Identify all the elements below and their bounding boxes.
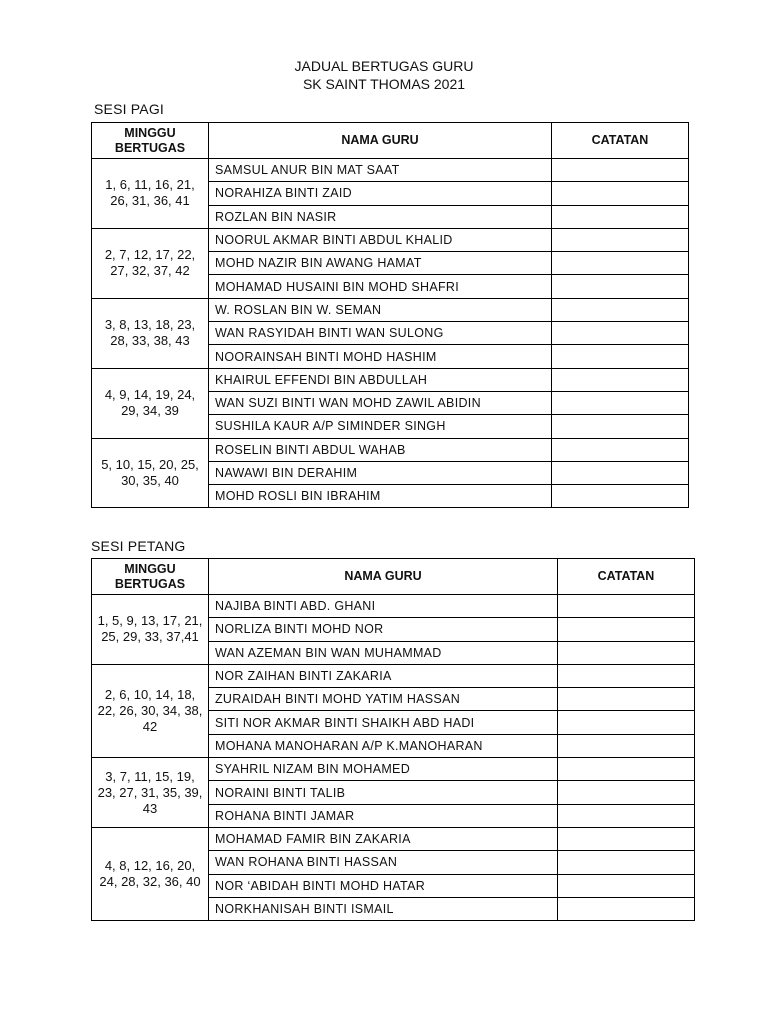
table-row	[92, 438, 689, 461]
note-cell	[558, 688, 695, 711]
note-cell	[552, 182, 689, 205]
table-row	[92, 159, 689, 182]
note-cell	[558, 641, 695, 664]
note-cell	[552, 368, 689, 391]
note-cell	[552, 322, 689, 345]
note-cell	[552, 461, 689, 484]
teacher-name-cell: NOORUL AKMAR BINTI ABDUL KHALID	[209, 228, 552, 251]
title-line-2: SK SAINT THOMAS 2021	[302, 76, 466, 92]
duty-table-petang	[91, 558, 695, 921]
teacher-name-cell: SYAHRIL NIZAM BIN MOHAMED	[209, 758, 558, 781]
table-row	[92, 758, 695, 781]
header-weeks: MINGGU BERTUGAS	[92, 559, 209, 595]
note-cell	[558, 804, 695, 827]
duty-weeks-cell: 1, 6, 11, 16, 21, 26, 31, 36, 41	[92, 159, 209, 229]
duty-weeks-cell: 4, 9, 14, 19, 24, 29, 34, 39	[92, 368, 209, 438]
note-cell	[558, 618, 695, 641]
header-name: NAMA GURU	[209, 559, 558, 595]
teacher-name-cell: MOHAMAD HUSAINI BIN MOHD SHAFRI	[209, 275, 552, 298]
note-cell	[558, 781, 695, 804]
note-cell	[558, 734, 695, 757]
header-note: CATATAN	[552, 123, 689, 159]
note-cell	[552, 275, 689, 298]
teacher-name-cell: NORAHIZA BINTI ZAID	[209, 182, 552, 205]
teacher-name-cell: SAMSUL ANUR BIN MAT SAAT	[209, 159, 552, 182]
teacher-name-cell: SITI NOR AKMAR BINTI SHAIKH ABD HADI	[209, 711, 558, 734]
duty-weeks-cell: 2, 6, 10, 14, 18, 22, 26, 30, 34, 38, 42	[92, 664, 209, 757]
teacher-name-cell: ROSELIN BINTI ABDUL WAHAB	[209, 438, 552, 461]
header-weeks: MINGGU BERTUGAS	[92, 123, 209, 159]
duty-weeks-cell: 2, 7, 12, 17, 22, 27, 32, 37, 42	[92, 228, 209, 298]
teacher-name-cell: NORLIZA BINTI MOHD NOR	[209, 618, 558, 641]
note-cell	[552, 228, 689, 251]
table-row	[92, 595, 695, 618]
header-note: CATATAN	[558, 559, 695, 595]
teacher-name-cell: KHAIRUL EFFENDI BIN ABDULLAH	[209, 368, 552, 391]
teacher-name-cell: MOHD ROSLI BIN IBRAHIM	[209, 485, 552, 508]
duty-table-pagi	[91, 122, 689, 508]
teacher-name-cell: WAN SUZI BINTI WAN MOHD ZAWIL ABIDIN	[209, 391, 552, 414]
title-line-1: JADUAL BERTUGAS GURU	[294, 58, 474, 74]
note-cell	[558, 664, 695, 687]
note-cell	[558, 711, 695, 734]
duty-weeks-cell: 3, 7, 11, 15, 19, 23, 27, 31, 35, 39, 43	[92, 758, 209, 828]
teacher-name-cell: NAWAWI BIN DERAHIM	[209, 461, 552, 484]
note-cell	[552, 252, 689, 275]
teacher-name-cell: NAJIBA BINTI ABD. GHANI	[209, 595, 558, 618]
table-row	[92, 827, 695, 850]
teacher-name-cell: MOHANA MANOHARAN A/P K.MANOHARAN	[209, 734, 558, 757]
teacher-name-cell: NOR ZAIHAN BINTI ZAKARIA	[209, 664, 558, 687]
note-cell	[552, 345, 689, 368]
teacher-name-cell: NOORAINSAH BINTI MOHD HASHIM	[209, 345, 552, 368]
note-cell	[552, 205, 689, 228]
teacher-name-cell: NOR ‘ABIDAH BINTI MOHD HATAR	[209, 874, 558, 897]
teacher-name-cell: NORKHANISAH BINTI ISMAIL	[209, 897, 558, 920]
table-row	[92, 228, 689, 251]
note-cell	[558, 897, 695, 920]
duty-weeks-cell: 4, 8, 12, 16, 20, 24, 28, 32, 36, 40	[92, 827, 209, 920]
note-cell	[558, 874, 695, 897]
duty-weeks-cell: 1, 5, 9, 13, 17, 21, 25, 29, 33, 37,41	[92, 595, 209, 665]
duty-weeks-cell: 5, 10, 15, 20, 25, 30, 35, 40	[92, 438, 209, 508]
note-cell	[552, 415, 689, 438]
note-cell	[552, 298, 689, 321]
table-row	[92, 298, 689, 321]
note-cell	[552, 391, 689, 414]
teacher-name-cell: WAN AZEMAN BIN WAN MUHAMMAD	[209, 641, 558, 664]
teacher-name-cell: ZURAIDAH BINTI MOHD YATIM HASSAN	[209, 688, 558, 711]
teacher-name-cell: WAN ROHANA BINTI HASSAN	[209, 851, 558, 874]
note-cell	[552, 485, 689, 508]
section-label-petang: SESI PETANG	[91, 538, 186, 554]
teacher-name-cell: MOHAMAD FAMIR BIN ZAKARIA	[209, 827, 558, 850]
teacher-name-cell: W. ROSLAN BIN W. SEMAN	[209, 298, 552, 321]
teacher-name-cell: ROHANA BINTI JAMAR	[209, 804, 558, 827]
note-cell	[552, 438, 689, 461]
header-name: NAMA GURU	[209, 123, 552, 159]
note-cell	[558, 851, 695, 874]
teacher-name-cell: ROZLAN BIN NASIR	[209, 205, 552, 228]
table-row	[92, 368, 689, 391]
duty-weeks-cell: 3, 8, 13, 18, 23, 28, 33, 38, 43	[92, 298, 209, 368]
note-cell	[558, 827, 695, 850]
teacher-name-cell: MOHD NAZIR BIN AWANG HAMAT	[209, 252, 552, 275]
teacher-name-cell: WAN RASYIDAH BINTI WAN SULONG	[209, 322, 552, 345]
teacher-name-cell: SUSHILA KAUR A/P SIMINDER SINGH	[209, 415, 552, 438]
note-cell	[552, 159, 689, 182]
note-cell	[558, 595, 695, 618]
teacher-name-cell: NORAINI BINTI TALIB	[209, 781, 558, 804]
section-label-pagi: SESI PAGI	[94, 101, 165, 117]
note-cell	[558, 758, 695, 781]
table-row	[92, 664, 695, 687]
